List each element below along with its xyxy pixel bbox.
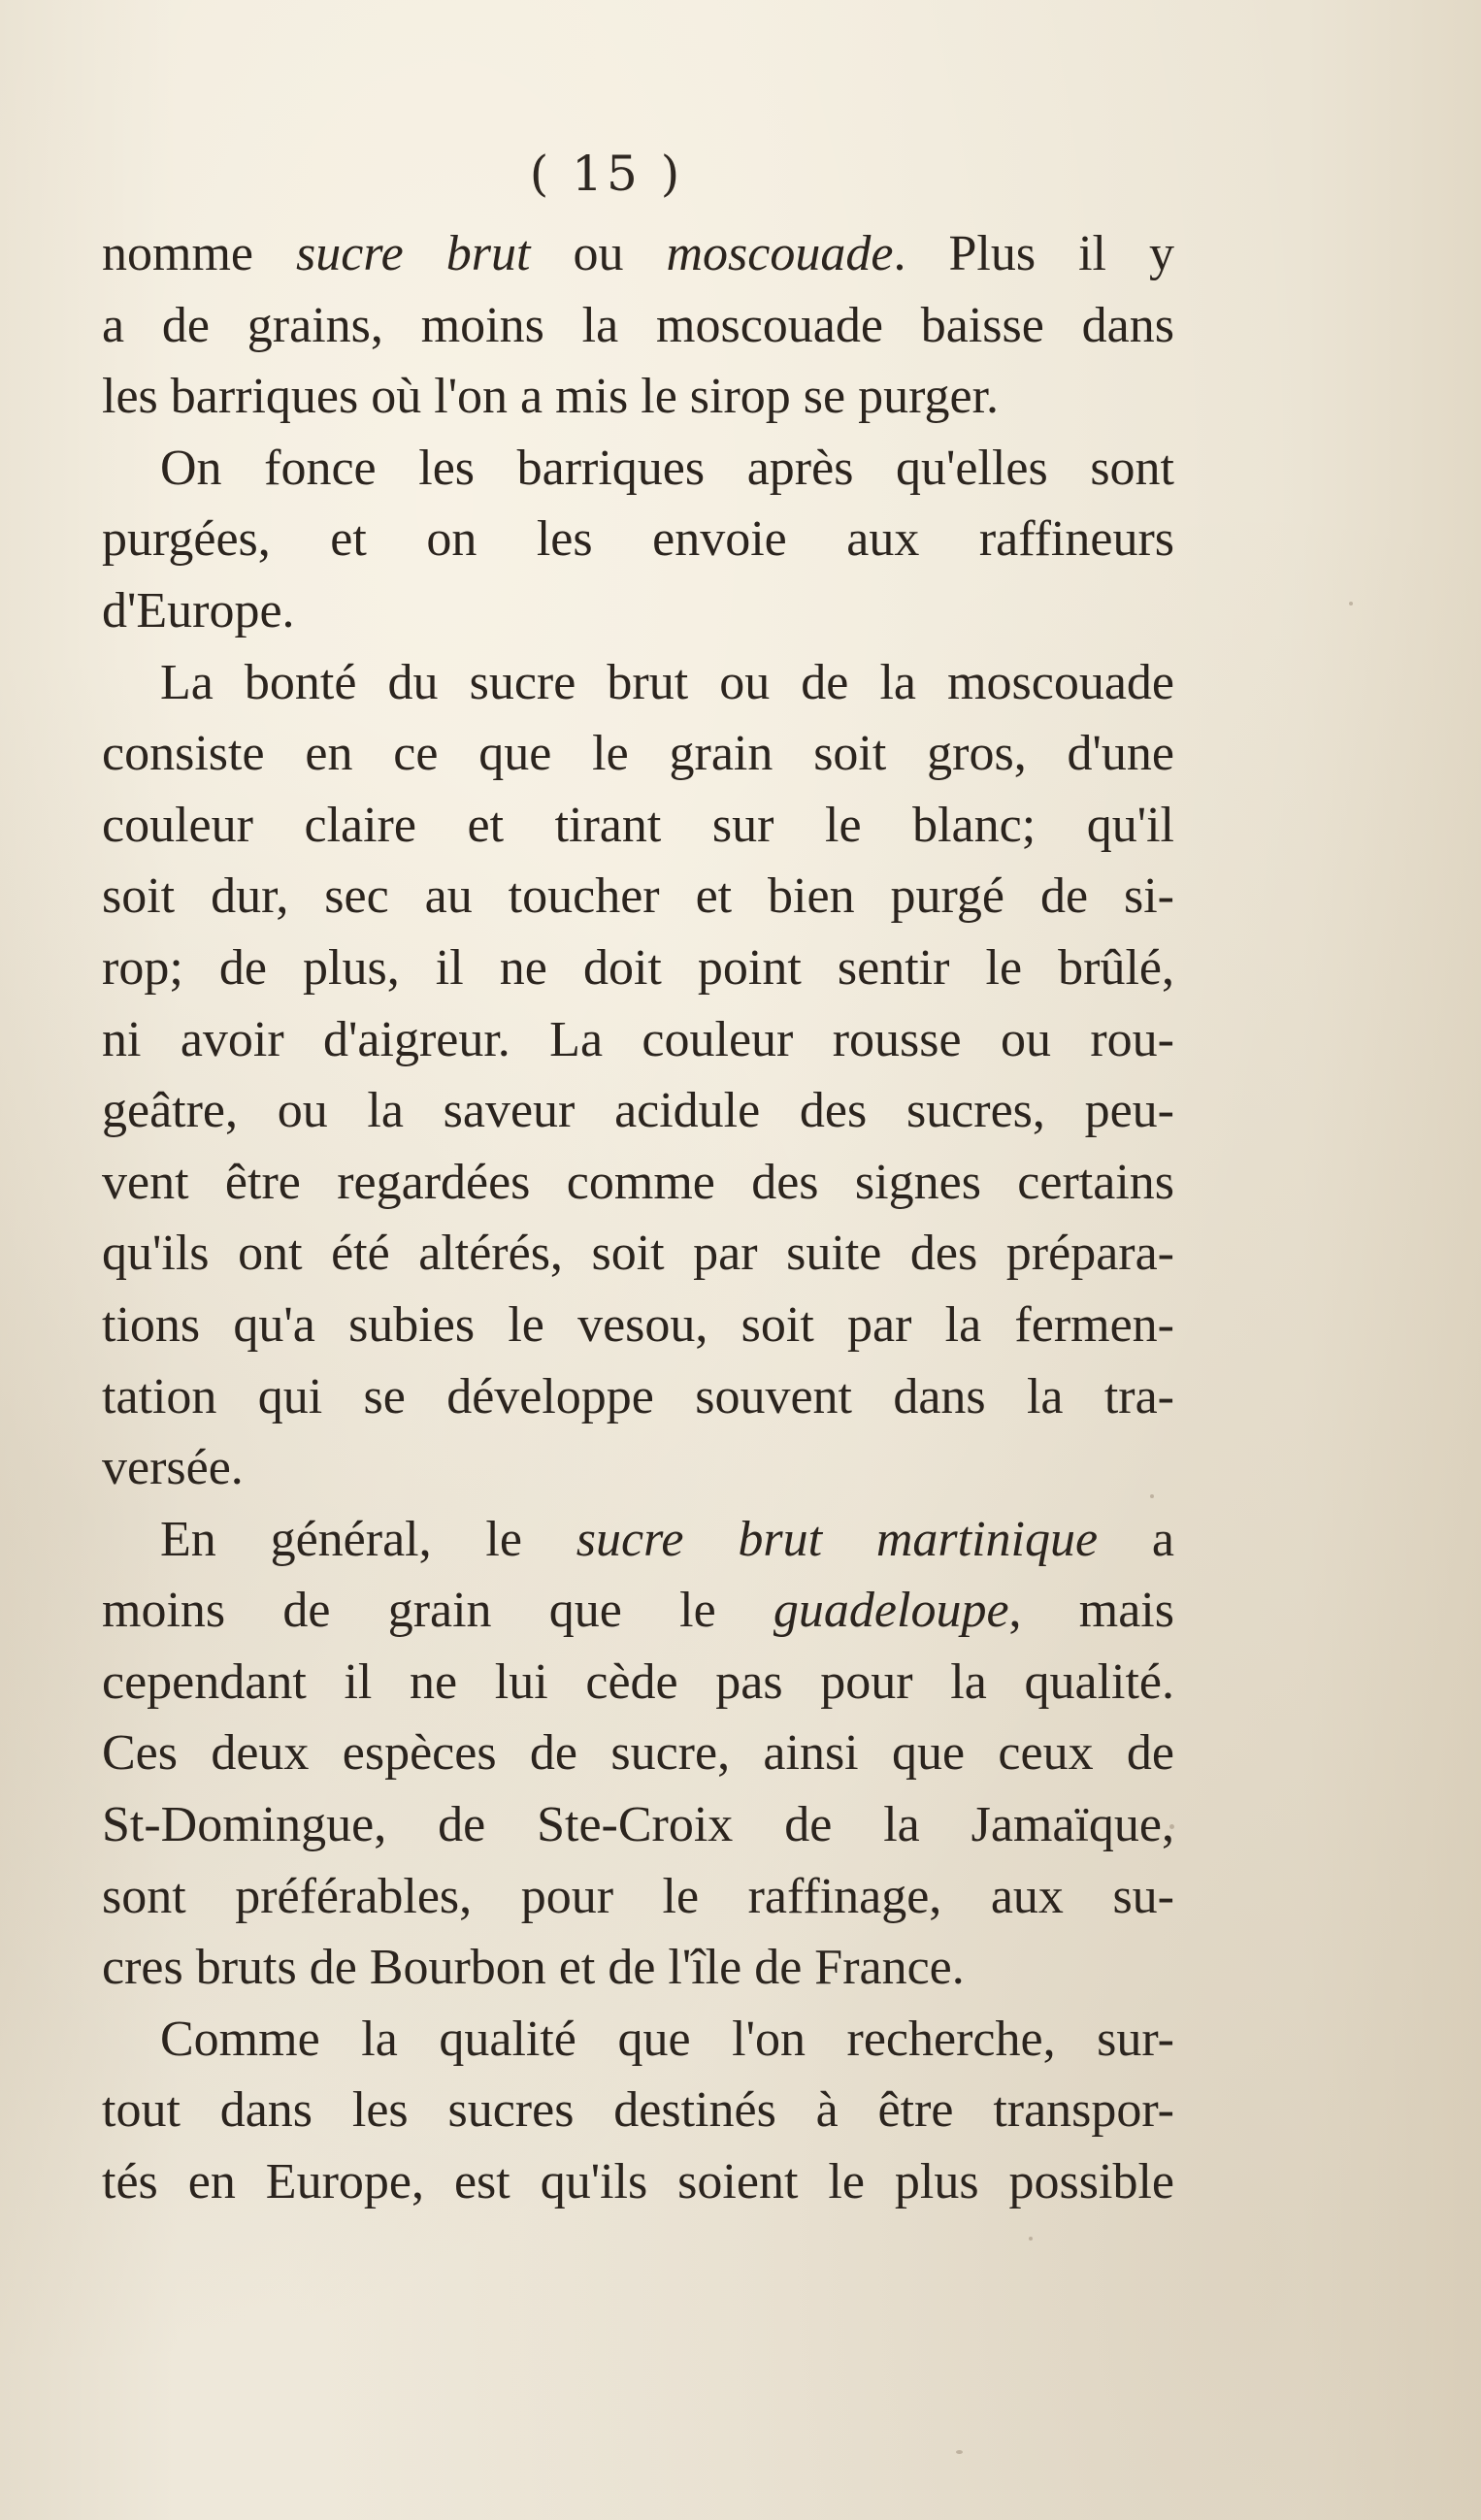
text-line: [102, 1004, 1174, 1076]
text-segment: St-Domingue, de Ste-Croix de la Jamaïque,: [102, 1797, 1174, 1853]
text-segment: couleur claire et tirant sur le blanc; qu'il: [102, 797, 1174, 853]
text-line: [102, 1290, 1174, 1361]
body-text: [102, 218, 1174, 2218]
text-line: [102, 1075, 1174, 1147]
text-line: [102, 718, 1174, 790]
paper-speck: [1349, 602, 1353, 605]
text-segment: cependant il ne lui cède pas pour la qualité.: [102, 1653, 1174, 1710]
text-line: [102, 861, 1174, 933]
text-segment: tout dans les sucres destinés à être transpor-: [102, 2082, 1174, 2139]
text-segment: , mais: [1008, 1583, 1174, 1639]
text-segment: tions qu'a subies le vesou, soit par la fermen-: [102, 1296, 1174, 1353]
text-line: [102, 647, 1174, 719]
text-line: [102, 2075, 1174, 2146]
text-segment: vent être regardées comme des signes certains: [102, 1154, 1174, 1210]
text-segment: Comme la qualité que l'on recherche, sur-: [160, 2011, 1174, 2067]
text-segment: soit dur, sec au toucher et bien purgé de si-: [102, 868, 1174, 925]
text-line: [102, 1718, 1174, 1789]
italic-text: sucre brut: [296, 226, 531, 281]
text-line: [102, 1575, 1174, 1647]
text-line: [102, 1647, 1174, 1718]
text-line: [102, 1789, 1174, 1861]
text-line: [102, 1504, 1174, 1576]
text-segment: les barriques où l'on a mis le sirop se purger.: [102, 369, 1000, 425]
text-line: [102, 790, 1174, 862]
text-line: [102, 933, 1174, 1004]
text-line: [102, 2004, 1174, 2076]
text-line: [102, 1932, 1174, 2004]
text-segment: ni avoir d'aigreur. La couleur rousse ou rou-: [102, 1011, 1174, 1067]
paper-speck: [1029, 2237, 1033, 2241]
text-segment: En général, le: [160, 1511, 576, 1567]
italic-text: sucre brut martinique: [576, 1511, 1099, 1567]
text-line: [102, 218, 1174, 290]
text-segment: a de grains, moins la moscouade baisse dans: [102, 297, 1174, 353]
page-number: ( 15 ): [529, 146, 684, 202]
text-line: [102, 2146, 1174, 2218]
text-segment: a: [1098, 1511, 1174, 1567]
text-line: [102, 361, 1174, 433]
text-line: [102, 1361, 1174, 1433]
text-segment: tation qui se développe souvent dans la tra-: [102, 1368, 1174, 1424]
text-segment: ou: [530, 226, 667, 281]
text-segment: tés en Europe, est qu'ils soient le plus possible: [102, 2154, 1174, 2210]
text-segment: moins de grain que le: [102, 1583, 773, 1639]
text-line: [102, 575, 1174, 647]
text-segment: Ces deux espèces de sucre, ainsi que ceux de: [102, 1725, 1174, 1782]
text-segment: versée.: [102, 1440, 244, 1496]
italic-text: guadeloupe: [773, 1583, 1009, 1639]
text-line: [102, 1218, 1174, 1290]
text-line: [102, 1432, 1174, 1504]
text-segment: La bonté du sucre brut ou de la moscouade: [160, 654, 1174, 710]
text-segment: purgées, et on les envoie aux raffineurs: [102, 511, 1174, 568]
text-segment: d'Europe.: [102, 582, 295, 638]
italic-text: moscouade: [666, 226, 894, 281]
text-line: [102, 290, 1174, 362]
text-segment: consiste en ce que le grain soit gros, d'une: [102, 726, 1174, 782]
text-line: [102, 504, 1174, 575]
text-line: [102, 1861, 1174, 1933]
text-segment: cres bruts de Bourbon et de l'île de France.: [102, 1940, 965, 1996]
text-segment: geâtre, ou la saveur acidule des sucres, peu-: [102, 1083, 1174, 1139]
text-segment: rop; de plus, il ne doit point sentir le brûlé,: [102, 939, 1174, 996]
text-segment: . Plus il y: [893, 226, 1175, 281]
text-segment: nomme: [102, 226, 296, 281]
text-segment: sont préférables, pour le raffinage, aux su-: [102, 1868, 1174, 1924]
text-line: [102, 1147, 1174, 1219]
paper-speck: [956, 2450, 963, 2454]
text-line: [102, 433, 1174, 505]
text-segment: qu'ils ont été altérés, soit par suite des prépara-: [102, 1226, 1174, 1282]
text-segment: On fonce les barriques après qu'elles sont: [160, 440, 1174, 496]
